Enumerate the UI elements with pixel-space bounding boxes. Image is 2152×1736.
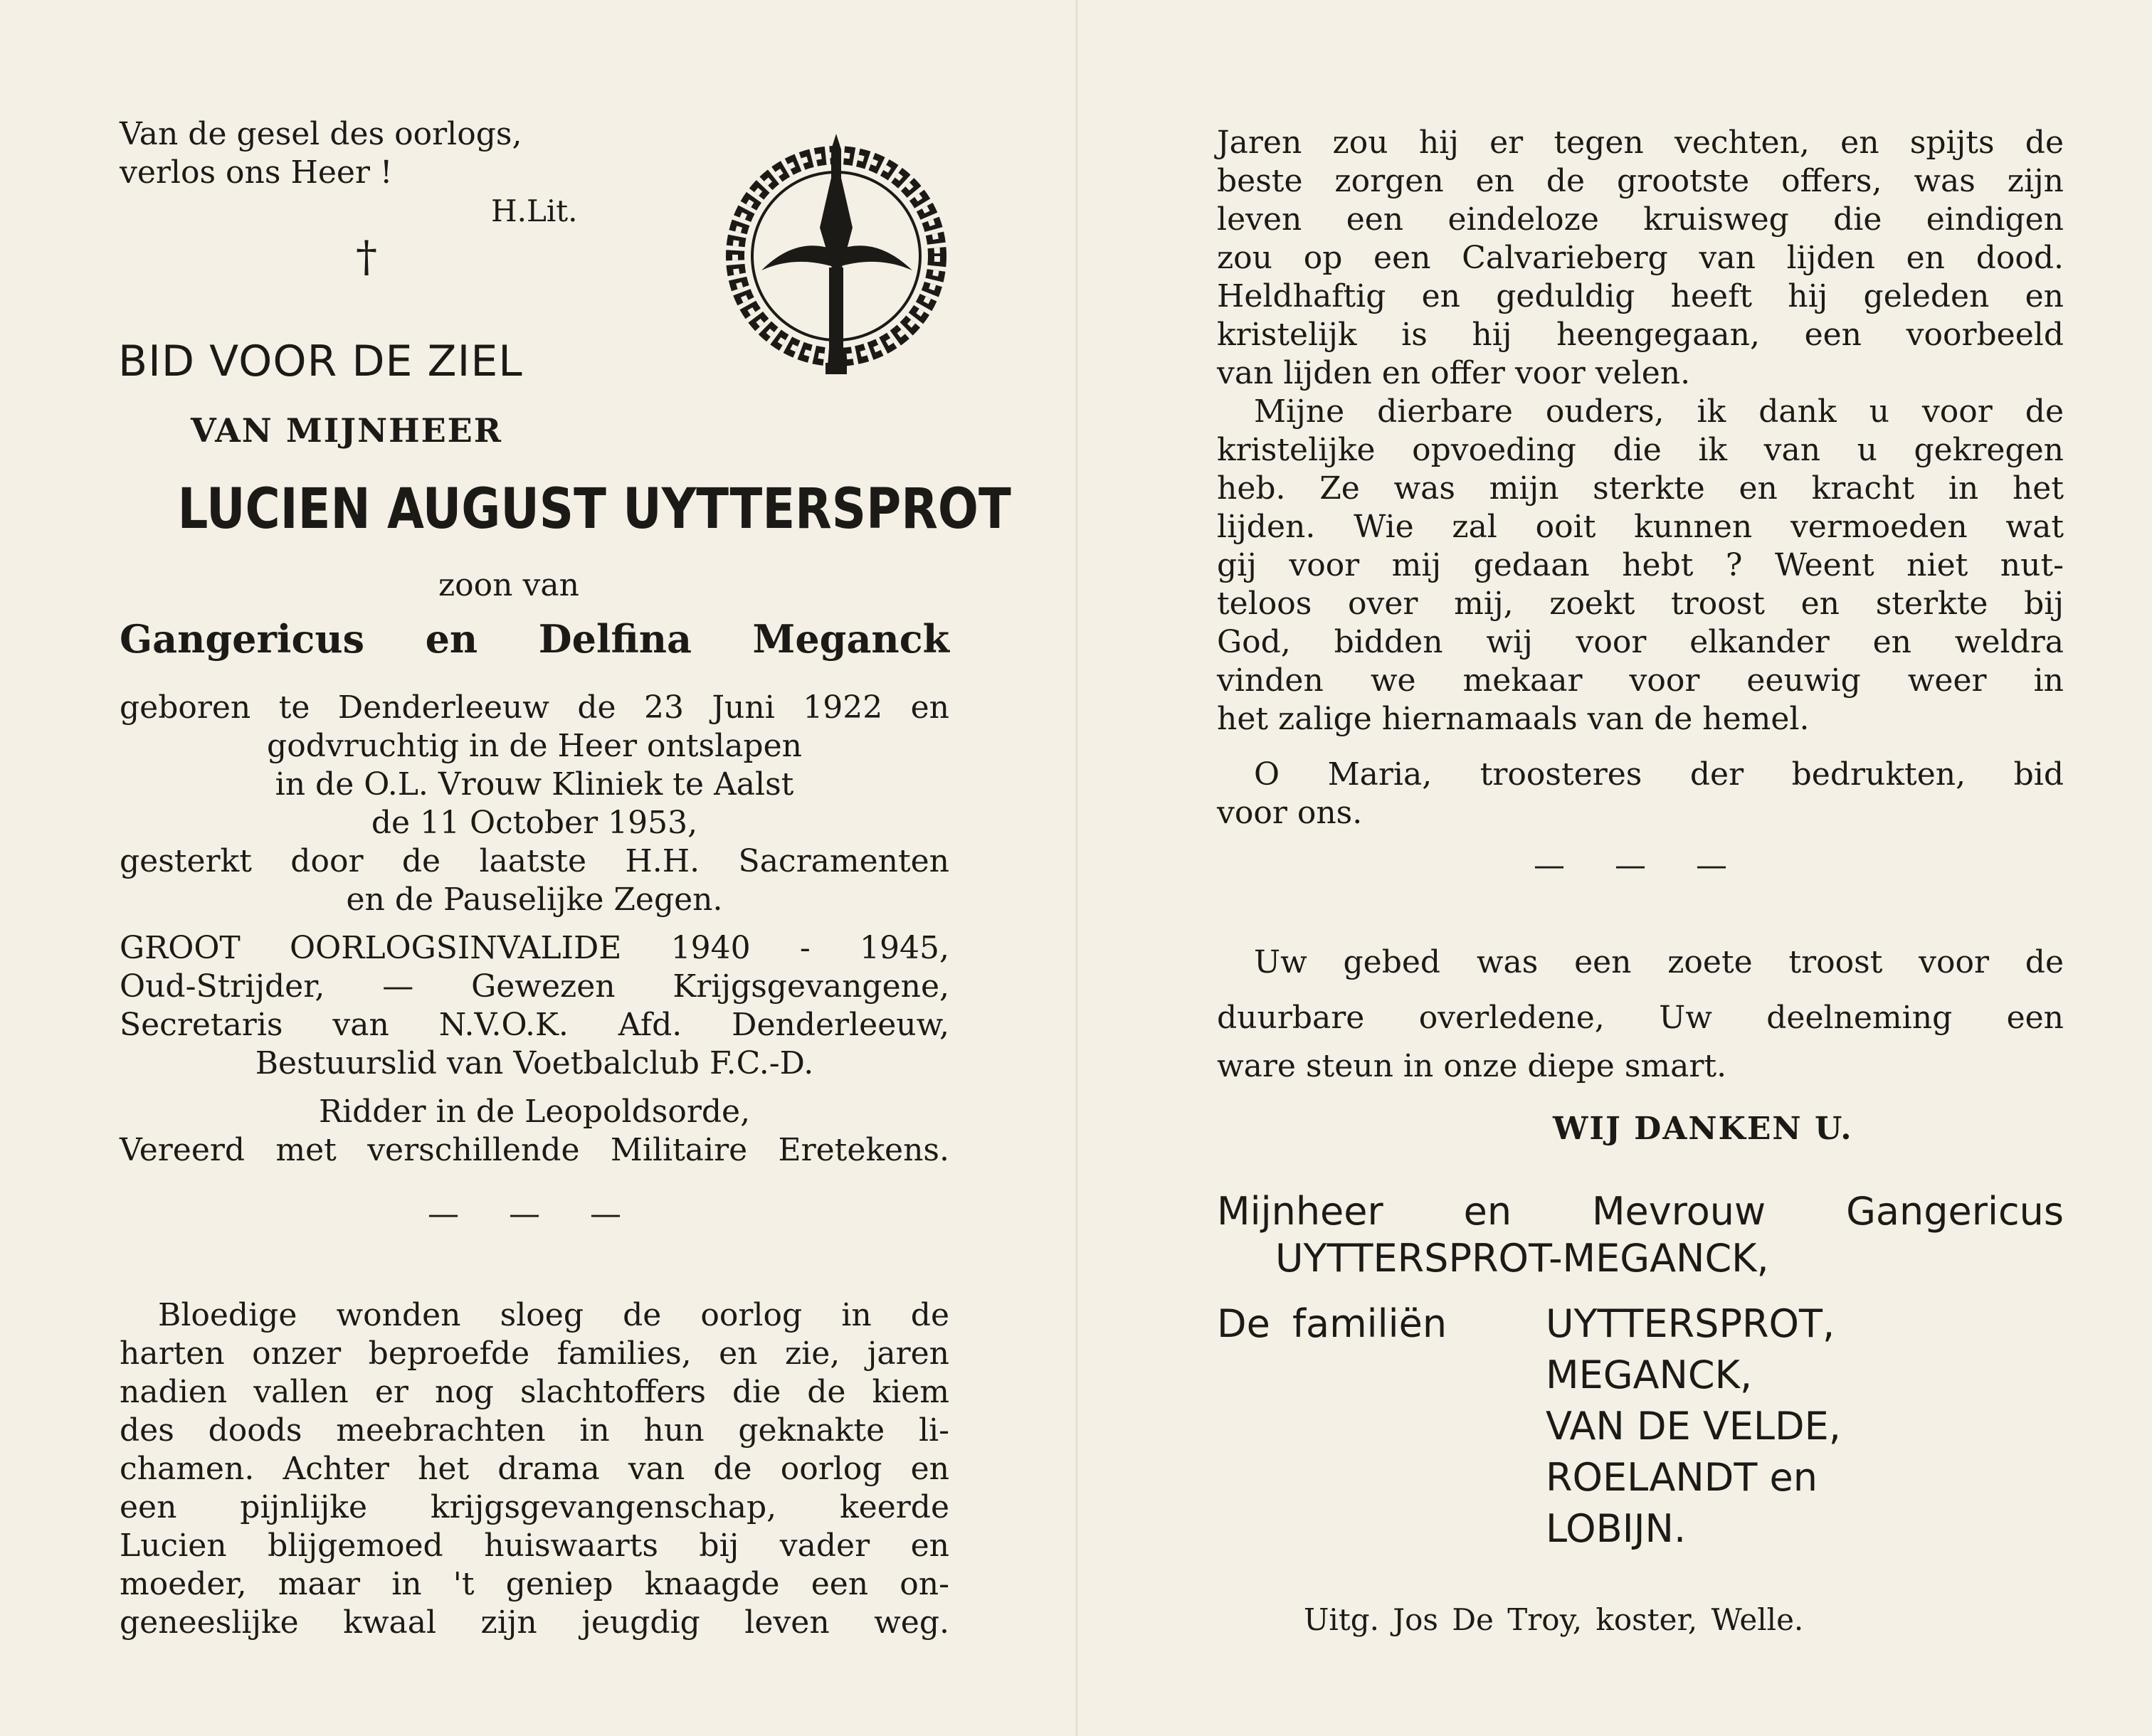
birth-line-6: en de Pauselijke Zegen.	[346, 882, 723, 918]
body-line-7: Lucien blijgemoed huiswaarts bij vader en	[120, 1528, 949, 1564]
para1-line-1: Jaren zou hij er tegen vechten, en spijts de	[1217, 125, 2064, 161]
para1-line-3: leven een eindeloze kruisweg die eindigen	[1217, 201, 2064, 238]
thanks-line-2: duurbare overledene, Uw deelneming een	[1217, 1000, 2064, 1036]
prayer-line-2: voor ons.	[1217, 795, 1363, 831]
publisher: Uitg. Jos De Troy, koster, Welle.	[1304, 1602, 1804, 1637]
epigraph-source: H.Lit.	[491, 194, 578, 228]
birth-line-1: geboren te Denderleeuw de 23 Juni 1922 en	[120, 689, 949, 726]
body-line-8: moeder, maar in 't geniep knaagde een on-	[120, 1566, 949, 1602]
epigraph-line-1: Van de gesel des oorlogs,	[120, 116, 522, 152]
para2-line-4: lijden. Wie zal ooit kunnen vermoeden wat	[1217, 509, 2064, 545]
para2-line-6: teloos over mij, zoekt troost en sterkte bij	[1217, 586, 2064, 622]
family-line-2: UYTTERSPROT-MEGANCK,	[1275, 1236, 1769, 1281]
separator-left: — — —	[428, 1196, 641, 1232]
family-name-2: MEGANCK,	[1546, 1353, 1753, 1397]
title-line-3: Secretaris van N.V.O.K. Afd. Denderleeuw,	[120, 1007, 949, 1043]
subheading: VAN MIJNHEER	[191, 411, 502, 450]
para2-line-8: vinden we mekaar voor eeuwig weer in	[1217, 662, 2064, 699]
birth-line-3: in de O.L. Vrouw Kliniek te Aalst	[275, 766, 794, 803]
para2-line-1: Mijne dierbare ouders, ik dank u voor de	[1254, 393, 2064, 430]
son-of: zoon van	[438, 567, 579, 603]
para2-line-9: het zalige hiernamaals van de hemel.	[1217, 701, 1810, 737]
title-line-4: Bestuurslid van Voetbalclub F.C.-D.	[255, 1045, 814, 1081]
para1-line-6: kristelijk is hij heengegaan, een voorbeeld	[1217, 317, 2064, 353]
thanks-closing: WIJ DANKEN U.	[1553, 1111, 1853, 1147]
body-line-1: Bloedige wonden sloeg de oorlog in de	[158, 1297, 949, 1333]
para1-line-4: zou op een Calvarieberg van lijden en dood.	[1217, 240, 2064, 276]
parents-names: Gangericus en Delfina Meganck	[120, 616, 949, 662]
family-line-1: Mijnheer en Mevrouw Gangericus	[1217, 1189, 2064, 1234]
body-line-4: des doods meebrachten in hun geknakte li-	[120, 1412, 949, 1449]
title-line-2: Oud-Strijder, — Gewezen Krijgsgevangene,	[120, 968, 949, 1005]
body-line-9: geneeslijke kwaal zijn jeugdig leven weg.	[120, 1604, 949, 1641]
thanks-line-3: ware steun in onze diepe smart.	[1217, 1048, 1727, 1084]
birth-line-5: gesterkt door de laatste H.H. Sacramenten	[120, 843, 949, 879]
honor-line-1: Ridder in de Leopoldsorde,	[318, 1094, 751, 1130]
para2-line-3: heb. Ze was mijn sterkte en kracht in het	[1217, 470, 2064, 507]
deceased-name: LUCIEN AUGUST UYTTERSPROT	[177, 477, 1011, 541]
para2-line-5: gij voor mij gedaan hebt ? Weent niet nut-	[1217, 547, 2064, 583]
honor-line-2: Vereerd met verschillende Militaire Eretekens.	[120, 1132, 949, 1168]
epigraph-line-2: verlos ons Heer !	[120, 154, 393, 191]
separator-right: — — —	[1534, 847, 1747, 884]
para1-line-7: van lijden en offer voor velen.	[1217, 355, 1691, 391]
thanks-line-1: Uw gebed was een zoete troost voor de	[1254, 944, 2064, 980]
body-line-3: nadien vallen er nog slachtoffers die de kiem	[120, 1374, 949, 1410]
title-line-1: GROOT OORLOGSINVALIDE 1940 - 1945,	[120, 930, 949, 966]
para2-line-7: God, bidden wij voor elkander en weldra	[1217, 624, 2064, 660]
family-name-1: UYTTERSPROT,	[1546, 1301, 1835, 1346]
body-line-2: harten onzer beproefde families, en zie, jaren	[120, 1335, 949, 1372]
birth-line-2: godvruchtig in de Heer ontslapen	[267, 728, 802, 764]
birth-line-4: de 11 October 1953,	[371, 805, 698, 841]
family-name-4: ROELANDT en	[1546, 1455, 1818, 1500]
prayer-line-1: O Maria, troosteres der bedrukten, bid	[1254, 756, 2064, 793]
para2-line-2: kristelijke opvoeding die ik van u gekregen	[1217, 432, 2064, 468]
families-label: De familiën	[1217, 1301, 1447, 1346]
family-name-5: LOBIJN.	[1546, 1506, 1687, 1551]
heading: BID VOOR DE ZIEL	[118, 337, 523, 386]
para1-line-2: beste zorgen en de grootste offers, was zijn	[1217, 163, 2064, 199]
body-line-5: chamen. Achter het drama van de oorlog en	[120, 1451, 949, 1487]
right-page	[1076, 0, 2152, 1736]
cross-mark: †	[356, 232, 377, 282]
para1-line-5: Heldhaftig en geduldig heeft hij geleden en	[1217, 278, 2064, 314]
family-name-3: VAN DE VELDE,	[1546, 1404, 1841, 1449]
emblem-chain-sword-icon	[719, 128, 954, 384]
body-line-6: een pijnlijke krijgsgevangenschap, keerde	[120, 1489, 949, 1525]
